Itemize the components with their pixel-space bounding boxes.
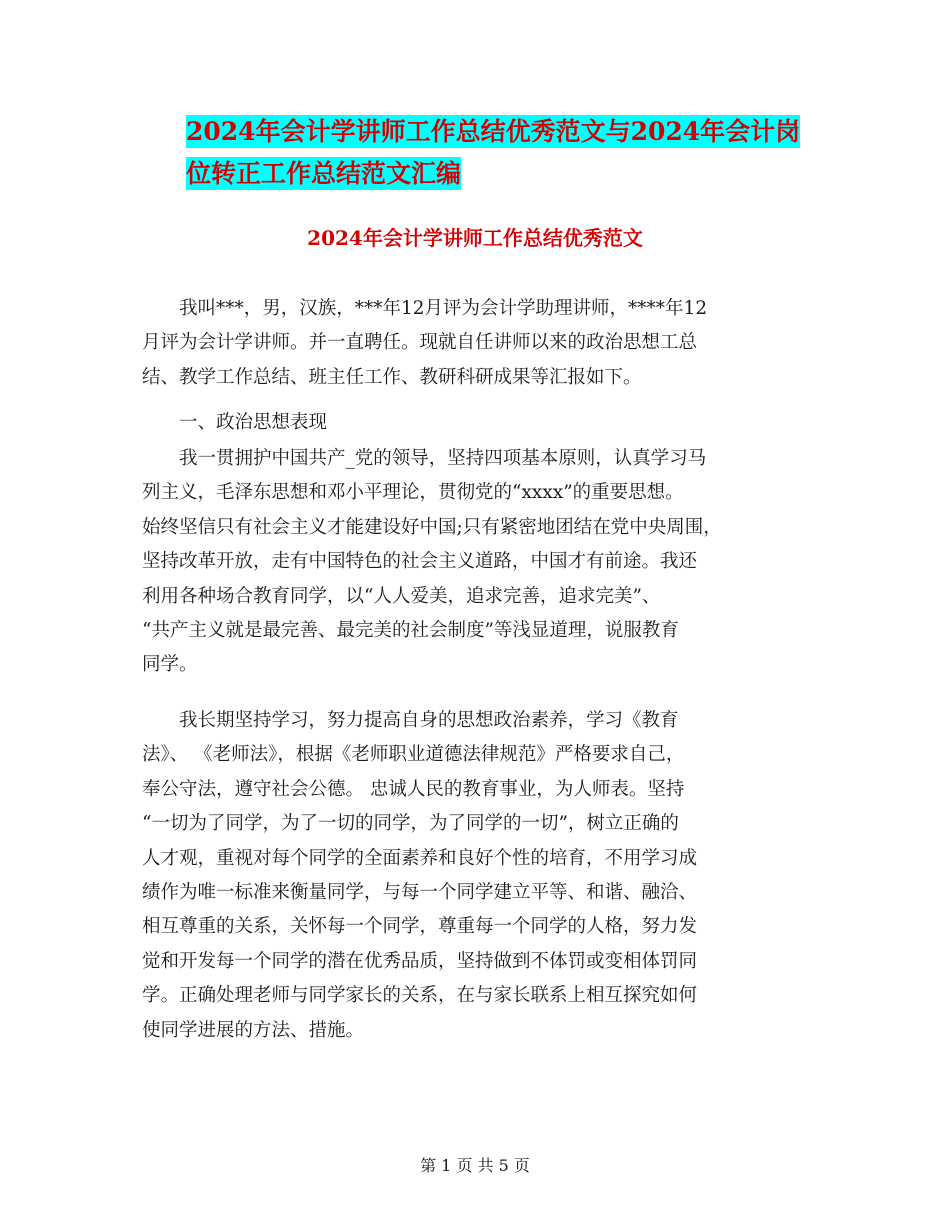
paragraph-line: “共产主义就是最完善、最完美的社会制度”等浅显道理，说服教育: [142, 620, 679, 642]
paragraph-line: 绩作为唯一标准来衡量同学，与每一个同学建立平等、和谐、融洽、: [142, 882, 698, 904]
page-footer: 第 1 页 共 5 页: [420, 1156, 530, 1175]
paragraph-political: [142, 442, 822, 683]
paragraph-intro: [142, 292, 822, 395]
paragraph-line: 奉公守法，遵守社会公德。 忠诚人民的教育事业，为人师表。坚持: [142, 778, 685, 800]
paragraph-line: 觉和开发每一个同学的潜在优秀品质，坚持做到不体罚或变相体罚同: [142, 950, 698, 972]
paragraph-line: 利用各种场合教育同学，以“人人爱美，追求完善，追求完美”、: [142, 585, 661, 607]
paragraph-line: 一、政治思想表现: [142, 412, 328, 433]
paragraph-line: 我长期坚持学习，努力提高自身的思想政治素养，学习《教育: [142, 710, 679, 731]
paragraph-line: “一切为了同学，为了一切的同学，为了同学的一切”，树立正确的: [142, 813, 679, 835]
paragraph-line: 坚持改革开放，走有中国特色的社会主义道路，中国才有前途。我还: [142, 551, 698, 573]
paragraph-line: 同学。: [142, 654, 198, 676]
main-title-line-2: [186, 152, 886, 196]
paragraph-line: 学。正确处理老师与同学家长的关系，在与家长联系上相互探究如何: [142, 985, 698, 1007]
main-title-highlight-2: 位转正工作总结范文汇编: [186, 159, 462, 188]
heading-political: [142, 406, 822, 440]
paragraph-line: 月评为会计学讲师。并一直聘任。现就自任讲师以来的政治思想工总: [142, 332, 698, 354]
paragraph-line: 相互尊重的关系，关怀每一个同学，尊重每一个同学的人格，努力发: [142, 916, 698, 938]
paragraph-line: 结、教学工作总结、班主任工作、教研科研成果等汇报如下。: [142, 366, 642, 388]
main-title-highlight-1: 2024年会计学讲师工作总结优秀范文与2024年会计岗: [186, 117, 801, 146]
paragraph-line: 我一贯拥护中国共产_党的领导，坚持四项基本原则，认真学习马: [142, 448, 707, 469]
paragraph-line: 人才观，重视对每个同学的全面素养和良好个性的培育，不用学习成: [142, 847, 698, 869]
paragraph-line: 法》、 《老师法》，根据《老师职业道德法律规范》严格要求自己，: [142, 744, 685, 766]
paragraph-study: [142, 704, 822, 1048]
paragraph-line: 我叫***，男，汉族，***年12月评为会计学助理讲师，****年12: [142, 298, 708, 319]
paragraph-line: 使同学进展的方法、措施。: [142, 1019, 365, 1041]
paragraph-line: 列主义，毛泽东思想和邓小平理论，贯彻党的“xxxx”的重要思想。: [142, 482, 684, 504]
section-title: 2024年会计学讲师工作总结优秀范文: [307, 226, 643, 250]
main-title-line-1: [186, 110, 886, 154]
paragraph-line: 始终坚信只有社会主义才能建设好中国;只有紧密地团结在党中央周围，: [142, 516, 722, 538]
